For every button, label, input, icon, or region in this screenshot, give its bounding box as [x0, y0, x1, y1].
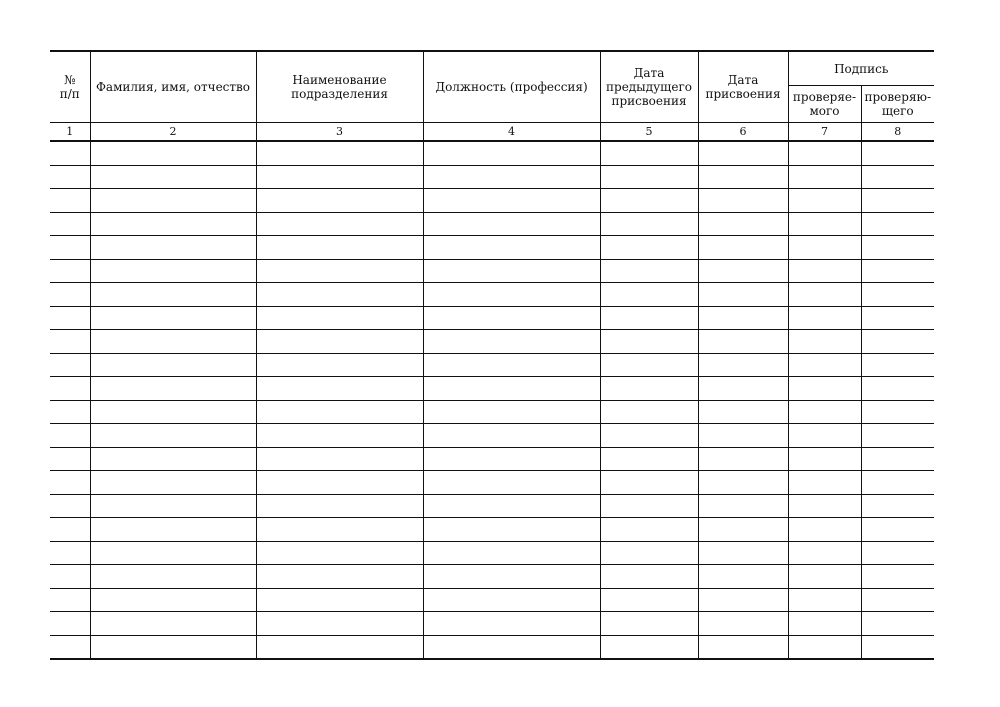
table-cell[interactable]: [788, 635, 861, 659]
register-table: [50, 50, 934, 660]
table-cell[interactable]: [698, 165, 788, 189]
table-cell[interactable]: [698, 471, 788, 495]
table-row: [50, 141, 934, 165]
table-cell[interactable]: [698, 306, 788, 330]
table-cell[interactable]: [788, 471, 861, 495]
table-cell[interactable]: [50, 635, 90, 659]
table-cell[interactable]: [600, 588, 698, 612]
table-cell[interactable]: [698, 212, 788, 236]
table-cell[interactable]: [256, 283, 423, 307]
table-cell[interactable]: [861, 141, 934, 165]
table-cell[interactable]: [698, 353, 788, 377]
table-cell[interactable]: [423, 353, 600, 377]
table-cell[interactable]: [861, 236, 934, 260]
header-full-name: Фамилия, имя, отчество: [90, 51, 256, 123]
header-number: № п/п: [50, 51, 90, 123]
table-cell[interactable]: [423, 494, 600, 518]
table-row: [50, 330, 934, 354]
table-cell[interactable]: [50, 165, 90, 189]
table-cell[interactable]: [90, 283, 256, 307]
table-cell[interactable]: [90, 189, 256, 213]
table-row: [50, 471, 934, 495]
header-signature-checked: проверяе- мого: [788, 86, 861, 123]
table-cell[interactable]: [861, 189, 934, 213]
table-cell[interactable]: [600, 165, 698, 189]
table-cell[interactable]: [90, 447, 256, 471]
table-cell[interactable]: [423, 424, 600, 448]
table-cell[interactable]: [861, 377, 934, 401]
table-cell[interactable]: [788, 306, 861, 330]
table-cell[interactable]: [698, 541, 788, 565]
table-cell[interactable]: [50, 189, 90, 213]
column-number: 8: [861, 123, 934, 142]
table-cell[interactable]: [90, 377, 256, 401]
table-cell[interactable]: [698, 400, 788, 424]
table-cell[interactable]: [861, 541, 934, 565]
table-cell[interactable]: [50, 518, 90, 542]
header-signature-checker: проверяю- щего: [861, 86, 934, 123]
table-cell[interactable]: [50, 377, 90, 401]
table-cell[interactable]: [50, 306, 90, 330]
column-number-row: [50, 123, 934, 142]
table-cell[interactable]: [50, 236, 90, 260]
table-cell[interactable]: [600, 565, 698, 589]
header-signature-group: Подпись: [788, 51, 934, 86]
table-cell[interactable]: [423, 212, 600, 236]
table-cell[interactable]: [256, 236, 423, 260]
table-cell[interactable]: [861, 612, 934, 636]
column-number: 1: [50, 123, 90, 142]
table-cell[interactable]: [256, 259, 423, 283]
table-cell[interactable]: [256, 588, 423, 612]
table-cell[interactable]: [256, 424, 423, 448]
table-cell[interactable]: [861, 518, 934, 542]
table-cell[interactable]: [861, 330, 934, 354]
table-cell[interactable]: [423, 588, 600, 612]
table-cell[interactable]: [788, 424, 861, 448]
table-cell[interactable]: [256, 141, 423, 165]
table-cell[interactable]: [50, 400, 90, 424]
table-cell[interactable]: [698, 330, 788, 354]
table-cell[interactable]: [600, 424, 698, 448]
table-cell[interactable]: [788, 377, 861, 401]
table-cell[interactable]: [50, 212, 90, 236]
table-cell[interactable]: [788, 565, 861, 589]
table-cell[interactable]: [423, 635, 600, 659]
table-cell[interactable]: [698, 635, 788, 659]
table-cell[interactable]: [90, 518, 256, 542]
table-cell[interactable]: [788, 259, 861, 283]
table-cell[interactable]: [90, 565, 256, 589]
table-cell[interactable]: [423, 447, 600, 471]
table-cell[interactable]: [600, 400, 698, 424]
table-row: [50, 165, 934, 189]
table-cell[interactable]: [256, 212, 423, 236]
table-cell[interactable]: [788, 494, 861, 518]
table-cell[interactable]: [423, 518, 600, 542]
table-row: [50, 447, 934, 471]
table-cell[interactable]: [90, 471, 256, 495]
table-cell[interactable]: [600, 259, 698, 283]
table-row: [50, 518, 934, 542]
table-cell[interactable]: [256, 353, 423, 377]
table-cell[interactable]: [256, 377, 423, 401]
table-cell[interactable]: [90, 400, 256, 424]
table-cell[interactable]: [600, 330, 698, 354]
table-cell[interactable]: [861, 565, 934, 589]
table-cell[interactable]: [861, 283, 934, 307]
table-cell[interactable]: [788, 518, 861, 542]
table-cell[interactable]: [861, 353, 934, 377]
table-cell[interactable]: [861, 259, 934, 283]
table-cell[interactable]: [600, 447, 698, 471]
table-cell[interactable]: [50, 259, 90, 283]
table-cell[interactable]: [698, 189, 788, 213]
table-cell[interactable]: [50, 283, 90, 307]
column-number: 5: [600, 123, 698, 142]
table-cell[interactable]: [698, 377, 788, 401]
header-department: Наименование подразделения: [256, 51, 423, 123]
table-cell[interactable]: [423, 189, 600, 213]
table-cell[interactable]: [788, 541, 861, 565]
header-assignment-date: Дата присвоения: [698, 51, 788, 123]
table-cell[interactable]: [50, 588, 90, 612]
table-cell[interactable]: [50, 353, 90, 377]
table-cell[interactable]: [698, 447, 788, 471]
table-cell[interactable]: [423, 612, 600, 636]
table-cell[interactable]: [423, 565, 600, 589]
table-cell[interactable]: [861, 212, 934, 236]
table-cell[interactable]: [423, 400, 600, 424]
table-row: [50, 306, 934, 330]
table-cell[interactable]: [256, 635, 423, 659]
table-cell[interactable]: [788, 189, 861, 213]
table-cell[interactable]: [788, 612, 861, 636]
table-cell[interactable]: [50, 330, 90, 354]
table-cell[interactable]: [600, 377, 698, 401]
table-cell[interactable]: [256, 494, 423, 518]
table-cell[interactable]: [861, 588, 934, 612]
table-cell[interactable]: [50, 565, 90, 589]
table-cell[interactable]: [861, 424, 934, 448]
table-cell[interactable]: [600, 471, 698, 495]
table-cell[interactable]: [698, 424, 788, 448]
table-cell[interactable]: [423, 165, 600, 189]
table-cell[interactable]: [423, 541, 600, 565]
table-cell[interactable]: [90, 635, 256, 659]
table-cell[interactable]: [256, 612, 423, 636]
table-cell[interactable]: [600, 283, 698, 307]
table-cell[interactable]: [788, 588, 861, 612]
column-number: 6: [698, 123, 788, 142]
table-row: [50, 283, 934, 307]
table-cell[interactable]: [256, 541, 423, 565]
table-cell[interactable]: [861, 400, 934, 424]
table-cell[interactable]: [788, 141, 861, 165]
table-cell[interactable]: [698, 283, 788, 307]
table-cell[interactable]: [90, 494, 256, 518]
table-cell[interactable]: [600, 353, 698, 377]
table-cell[interactable]: [90, 165, 256, 189]
table-body: [50, 141, 934, 659]
column-number: 2: [90, 123, 256, 142]
table-cell[interactable]: [90, 612, 256, 636]
table-cell[interactable]: [788, 447, 861, 471]
table-cell[interactable]: [600, 494, 698, 518]
table-row: [50, 189, 934, 213]
table-cell[interactable]: [90, 306, 256, 330]
table-cell[interactable]: [698, 612, 788, 636]
table-cell[interactable]: [600, 236, 698, 260]
table-cell[interactable]: [698, 518, 788, 542]
table-cell[interactable]: [90, 141, 256, 165]
table-cell[interactable]: [256, 330, 423, 354]
table-cell[interactable]: [788, 400, 861, 424]
table-cell[interactable]: [600, 541, 698, 565]
table-cell[interactable]: [861, 471, 934, 495]
table-cell[interactable]: [698, 259, 788, 283]
table-cell[interactable]: [600, 306, 698, 330]
table-cell[interactable]: [423, 471, 600, 495]
table-cell[interactable]: [600, 518, 698, 542]
table-cell[interactable]: [256, 165, 423, 189]
table-cell[interactable]: [90, 330, 256, 354]
table-cell[interactable]: [600, 635, 698, 659]
table-cell[interactable]: [861, 494, 934, 518]
table-row: [50, 353, 934, 377]
table-cell[interactable]: [90, 541, 256, 565]
table-cell[interactable]: [50, 471, 90, 495]
table-cell[interactable]: [256, 447, 423, 471]
table-cell[interactable]: [788, 283, 861, 307]
table-row: [50, 565, 934, 589]
table-cell[interactable]: [50, 612, 90, 636]
table-row: [50, 494, 934, 518]
table-cell[interactable]: [861, 165, 934, 189]
table-cell[interactable]: [256, 471, 423, 495]
table-cell[interactable]: [698, 565, 788, 589]
table-row: [50, 635, 934, 659]
table-row: [50, 212, 934, 236]
table-cell[interactable]: [698, 141, 788, 165]
table-cell[interactable]: [698, 494, 788, 518]
table-row: [50, 236, 934, 260]
table-cell[interactable]: [50, 494, 90, 518]
header-position: Должность (профессия): [423, 51, 600, 123]
table-cell[interactable]: [50, 447, 90, 471]
table-header: [50, 51, 934, 141]
table-row: [50, 424, 934, 448]
column-number: 4: [423, 123, 600, 142]
table-cell[interactable]: [861, 306, 934, 330]
table-cell[interactable]: [256, 565, 423, 589]
table-cell[interactable]: [50, 424, 90, 448]
table-cell[interactable]: [90, 212, 256, 236]
table-cell[interactable]: [423, 306, 600, 330]
table-row: [50, 377, 934, 401]
table-cell[interactable]: [600, 189, 698, 213]
table-cell[interactable]: [423, 377, 600, 401]
table-cell[interactable]: [50, 141, 90, 165]
table-cell[interactable]: [600, 612, 698, 636]
table-cell[interactable]: [90, 353, 256, 377]
table-cell[interactable]: [788, 353, 861, 377]
column-number: 7: [788, 123, 861, 142]
table-cell[interactable]: [423, 141, 600, 165]
header-previous-date: Дата предыдущего присвоения: [600, 51, 698, 123]
table-cell[interactable]: [423, 330, 600, 354]
table-cell[interactable]: [50, 541, 90, 565]
table-row: [50, 259, 934, 283]
table-cell[interactable]: [423, 236, 600, 260]
table-cell[interactable]: [788, 212, 861, 236]
table-cell[interactable]: [256, 400, 423, 424]
table-cell[interactable]: [698, 236, 788, 260]
table-cell[interactable]: [256, 518, 423, 542]
table-cell[interactable]: [600, 141, 698, 165]
table-cell[interactable]: [600, 212, 698, 236]
table-cell[interactable]: [256, 189, 423, 213]
table-row: [50, 541, 934, 565]
table-cell[interactable]: [788, 165, 861, 189]
table-row: [50, 400, 934, 424]
table-cell[interactable]: [90, 588, 256, 612]
table-cell[interactable]: [861, 635, 934, 659]
table-row: [50, 612, 934, 636]
table-cell[interactable]: [256, 306, 423, 330]
table-cell[interactable]: [698, 588, 788, 612]
table-cell[interactable]: [861, 447, 934, 471]
column-number: 3: [256, 123, 423, 142]
table-cell[interactable]: [423, 259, 600, 283]
table-cell[interactable]: [788, 330, 861, 354]
table-cell[interactable]: [90, 424, 256, 448]
form-table-frame: [50, 50, 934, 660]
table-cell[interactable]: [90, 259, 256, 283]
table-row: [50, 588, 934, 612]
table-cell[interactable]: [423, 283, 600, 307]
table-cell[interactable]: [788, 236, 861, 260]
table-cell[interactable]: [90, 236, 256, 260]
